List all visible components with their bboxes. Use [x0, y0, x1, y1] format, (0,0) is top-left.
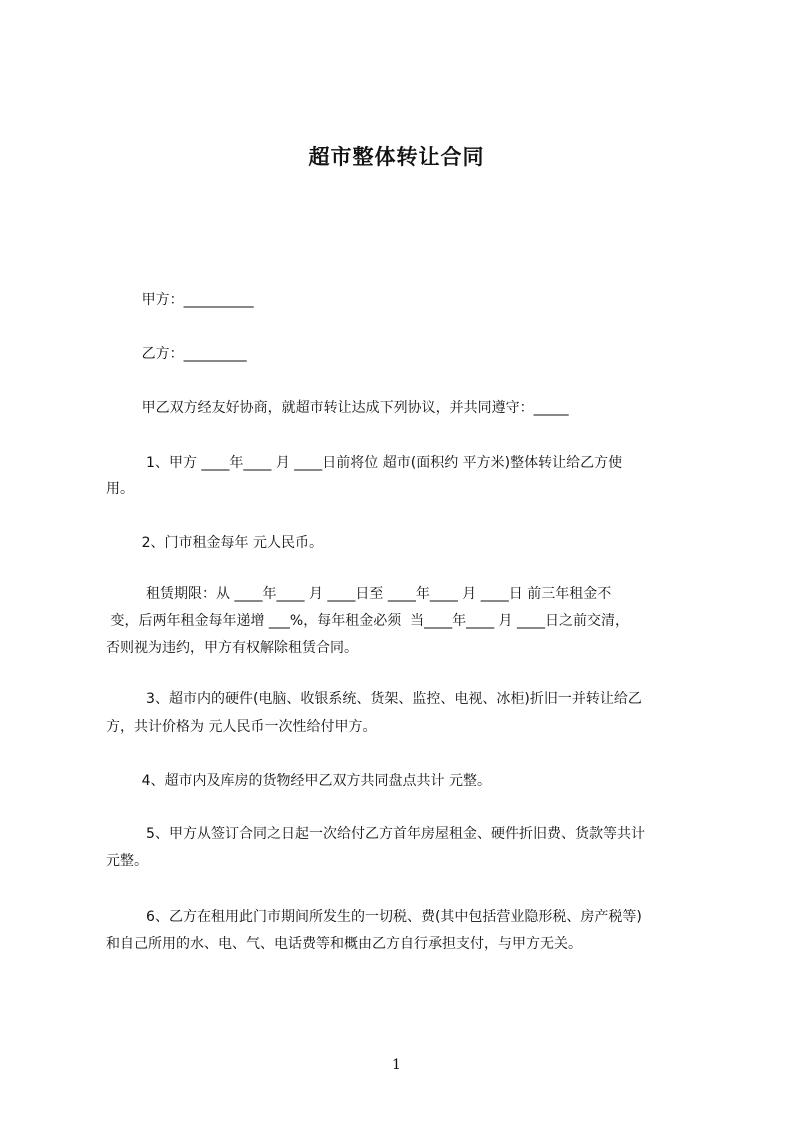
clause-6-line-2: 和自己所用的水、电、气、电话费等和概由乙方自行承担支付，与甲方无关。 [106, 936, 582, 952]
clause-3-line-2: 方，共计价格为 元人民币一次性给付甲方。 [106, 719, 377, 735]
clause-3-line-1: 3、超市内的硬件(电脑、收银系统、货架、监控、电视、冰柜)折旧一并转让给乙 [106, 691, 642, 707]
clause-5-line-1: 5、甲方从签订合同之日起一次给付乙方首年房屋租金、硬件折旧费、货款等共计 [106, 826, 645, 842]
lease-term-line-3: 否则视为违约，甲方有权解除租赁合同。 [106, 640, 358, 656]
clause-4-line: 4、超市内及库房的货物经甲乙双方共同盘点共计 元整。 [106, 773, 491, 789]
page-number: 1 [392, 1057, 401, 1073]
party-a-line: 甲方：__________ [106, 292, 254, 308]
preamble-line: 甲乙双方经友好协商，就超市转让达成下列协议，并共同遵守：_____ [106, 400, 569, 416]
lease-term-line-2: 变，后两年租金每年递增 ___%，每年租金必须 当____年____ 月 ____日之前交清， [106, 613, 630, 629]
party-b-line: 乙方：_________ [106, 346, 247, 362]
clause-1-line-1: 1、甲方 ____年____ 月 ____日前将位 超市(面积约 平方米)整体转让给乙方使 [106, 455, 623, 471]
clause-2-line: 2、门市租金每年 元人民币。 [106, 535, 323, 551]
clause-5-line-2: 元整。 [106, 853, 148, 869]
document-title: 超市整体转让合同 [308, 145, 485, 169]
clause-1-line-2: 用。 [106, 481, 134, 497]
clause-6-line-1: 6、乙方在租用此门市期间所发生的一切税、费(其中包括营业隐形税、房产税等) [106, 909, 642, 925]
lease-term-line-1: 租赁期限：从 ____年____ 月 ____日至 ____年____ 月 ____日 前三年租金不 [106, 586, 612, 602]
